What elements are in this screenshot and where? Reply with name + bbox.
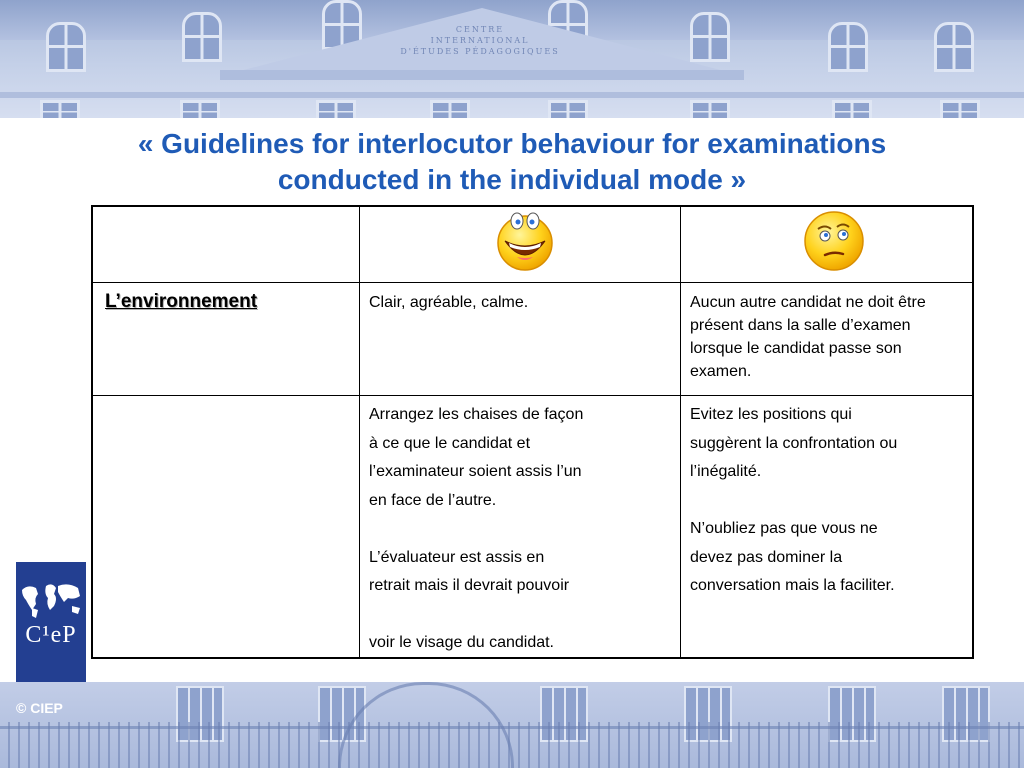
window-decoration xyxy=(828,22,868,72)
cell-line: retrait mais il devrait pouvoir xyxy=(369,577,570,594)
environment-do-cell: Clair, agréable, calme. xyxy=(369,294,529,311)
cell-line: à ce que le candidat et xyxy=(369,434,531,452)
row-divider xyxy=(93,282,972,283)
fence-decoration xyxy=(0,722,1024,768)
cell-line: l’examinateur soient assis l’un xyxy=(369,463,582,480)
window-decoration xyxy=(548,100,588,118)
window-decoration xyxy=(316,100,356,118)
window-decoration xyxy=(40,100,80,118)
environment-label: L’environnement xyxy=(105,291,258,312)
window-decoration xyxy=(430,100,470,118)
cell-line: L’évaluateur est assis en xyxy=(369,548,545,566)
cell-line xyxy=(369,601,674,630)
window-decoration xyxy=(940,100,980,118)
inscription-line: D'ÉTUDES PÉDAGOGIQUES xyxy=(400,47,560,56)
title-line-1: « Guidelines for interlocutor behaviour for examinations xyxy=(137,128,887,159)
window-decoration xyxy=(182,12,222,62)
cell-line xyxy=(369,515,674,544)
seating-do-cell xyxy=(369,401,674,658)
window-decoration xyxy=(180,100,220,118)
environment-dont-cell: Aucun autre candidat ne doit être présent dans la salle d’examen lorsque le candidat passe son examen. xyxy=(690,294,926,380)
cell-line: voir le visage du candidat. xyxy=(369,634,554,651)
pediment-base-decoration xyxy=(220,70,744,80)
puzzled-smiley-icon xyxy=(801,207,867,273)
column-divider xyxy=(359,207,360,657)
cell-line: conversation mais la faciliter. xyxy=(690,577,895,594)
header-banner xyxy=(0,0,1024,118)
cell-line: suggèrent la confrontation ou xyxy=(690,434,898,452)
cell-line: Evitez les positions qui xyxy=(690,406,852,423)
window-decoration xyxy=(46,22,86,72)
footer-banner xyxy=(0,682,1024,768)
seating-dont-cell xyxy=(690,401,970,601)
title-line-2: conducted in the individual mode » xyxy=(277,164,747,195)
building-inscription xyxy=(340,24,620,57)
world-map-icon xyxy=(18,580,84,620)
logo-text: C¹eP xyxy=(25,622,77,648)
happy-smiley-icon xyxy=(491,207,559,273)
cell-line: N’oubliez pas que vous ne xyxy=(690,520,878,537)
slide-title xyxy=(30,126,994,198)
row-divider xyxy=(93,395,972,396)
cell-line: Arrangez les chaises de façon xyxy=(369,406,584,423)
guidelines-table xyxy=(91,205,974,659)
window-decoration xyxy=(934,22,974,72)
column-divider xyxy=(680,207,681,657)
ciep-logo xyxy=(16,562,86,682)
window-decoration xyxy=(690,100,730,118)
cell-line: en face de l’autre. xyxy=(369,491,497,509)
cell-line: devez pas dominer la xyxy=(690,548,843,566)
inscription-line: CENTRE xyxy=(455,25,505,34)
window-decoration xyxy=(832,100,872,118)
cornice-decoration xyxy=(0,92,1024,98)
cell-line: l’inégalité. xyxy=(690,463,762,480)
copyright-notice: © CIEP xyxy=(16,700,63,716)
cell-line xyxy=(690,487,970,516)
inscription-line: INTERNATIONAL xyxy=(430,36,530,45)
